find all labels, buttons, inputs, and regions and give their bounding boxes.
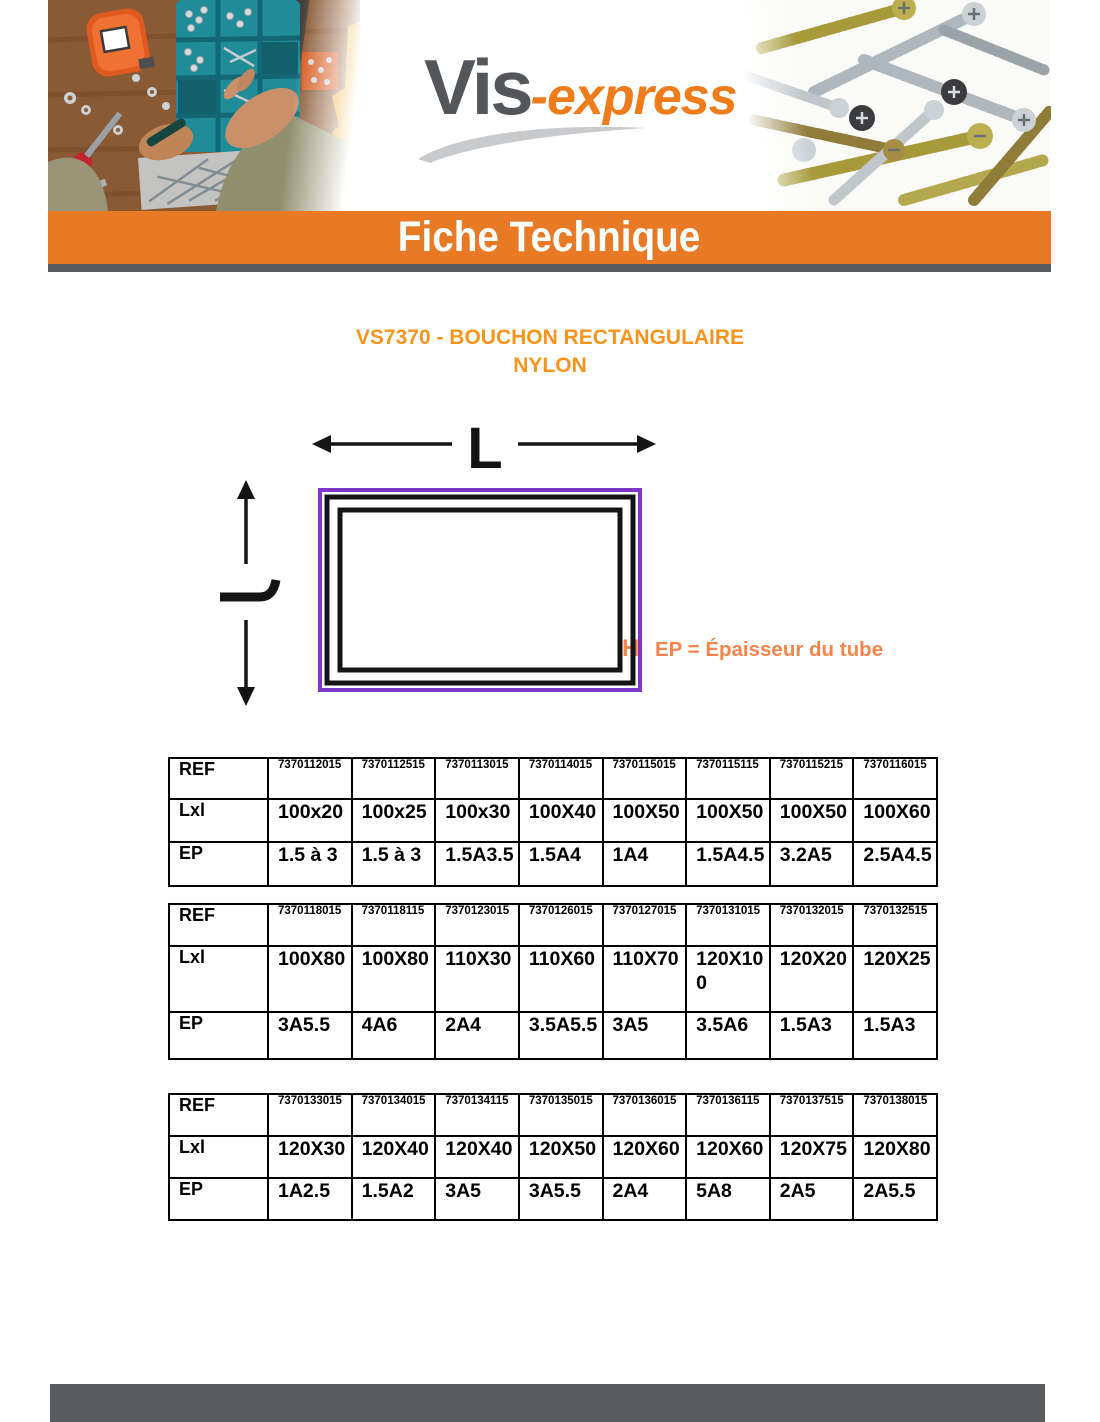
spec-row-ep: [169, 1178, 937, 1220]
row-label-lxl: Lxl: [169, 946, 268, 1012]
ref-value-cell: 7370132015: [770, 904, 854, 946]
lxl-value-cell: 110X70: [603, 946, 687, 1012]
width-dimension-label-glyph: [220, 580, 276, 597]
lxl-value-cell: 120X60: [603, 1136, 687, 1178]
ep-value-cell: 1A2.5: [268, 1178, 352, 1220]
length-label: L: [467, 418, 503, 481]
lxl-value-cell: 100x30: [435, 799, 519, 842]
ref-value-cell: 7370135015: [519, 1094, 603, 1136]
ep-value-cell: 1A4: [603, 842, 687, 886]
h-label: H: [622, 635, 640, 662]
ref-value-cell: 7370137515: [770, 1094, 854, 1136]
screws-photo: [744, 0, 1051, 211]
ref-value-cell: 7370118115: [352, 904, 436, 946]
spec-row-ep: [169, 1012, 937, 1059]
footer-bar: [50, 1384, 1045, 1422]
lxl-value-cell: 100X60: [853, 799, 937, 842]
product-title: [0, 324, 1100, 380]
lxl-value-cell: 120X25: [853, 946, 937, 1012]
ref-value-cell: 7370114015: [519, 758, 603, 799]
lxl-value-cell: 120X80: [853, 1136, 937, 1178]
product-title-line2: NYLON: [513, 354, 587, 377]
lxl-value-cell: 120X100: [686, 946, 770, 1012]
lxl-value-cell: 120X60: [686, 1136, 770, 1178]
ref-value-cell: 7370112015: [268, 758, 352, 799]
ep-value-cell: 1.5A4.5: [686, 842, 770, 886]
dimension-diagram-svg: [210, 418, 900, 708]
lxl-value-cell: 120X75: [770, 1136, 854, 1178]
ep-value-cell: 1.5 à 3: [352, 842, 436, 886]
ep-value-cell: 3A5: [603, 1012, 687, 1059]
logo-text-orange: -express: [530, 68, 737, 126]
spec-table-2-body: [169, 904, 937, 1059]
spec-row-ref: [169, 904, 937, 946]
lxl-value-cell: 100x20: [268, 799, 352, 842]
ep-value-cell: 2.5A4.5: [853, 842, 937, 886]
ep-value-cell: 1.5A3.5: [435, 842, 519, 886]
ref-value-cell: 7370138015: [853, 1094, 937, 1136]
fiche-technique-banner: [48, 211, 1051, 264]
spec-row-ref: [169, 758, 937, 799]
ref-value-cell: 7370136115: [686, 1094, 770, 1136]
banner-title: Fiche Technique: [398, 213, 701, 261]
logo-text-gray: Vis: [424, 43, 531, 131]
row-label-ep: EP: [169, 842, 268, 886]
lxl-value-cell: 100X50: [686, 799, 770, 842]
lxl-value-cell: 100X50: [603, 799, 687, 842]
lxl-value-cell: 120X40: [435, 1136, 519, 1178]
lxl-value-cell: 100X80: [268, 946, 352, 1012]
ref-value-cell: 7370134015: [352, 1094, 436, 1136]
ref-value-cell: 7370127015: [603, 904, 687, 946]
row-label-ref: REF: [169, 1094, 268, 1136]
row-label-ref: REF: [169, 758, 268, 799]
ep-value-cell: 1.5A3: [770, 1012, 854, 1059]
spec-table-3: [168, 1093, 938, 1221]
workbench-photo: [48, 0, 360, 211]
lxl-value-cell: 100X50: [770, 799, 854, 842]
ep-value-cell: 1.5A4: [519, 842, 603, 886]
spec-table-1-body: [169, 758, 937, 886]
ref-value-cell: 7370136015: [603, 1094, 687, 1136]
ref-value-cell: 7370118015: [268, 904, 352, 946]
ref-value-cell: 7370133015: [268, 1094, 352, 1136]
ref-value-cell: 7370115015: [603, 758, 687, 799]
dimension-diagram: [210, 418, 900, 713]
lxl-value-cell: 100X80: [352, 946, 436, 1012]
ep-value-cell: 1.5 à 3: [268, 842, 352, 886]
ref-value-cell: 7370116015: [853, 758, 937, 799]
vis-express-logo: [424, 42, 737, 163]
lxl-value-cell: 100X40: [519, 799, 603, 842]
ep-value-cell: 2A4: [603, 1178, 687, 1220]
spec-row-lxl: [169, 799, 937, 842]
lxl-value-cell: 110X30: [435, 946, 519, 1012]
ep-value-cell: 1.5A2: [352, 1178, 436, 1220]
ref-value-cell: 7370123015: [435, 904, 519, 946]
ref-value-cell: 7370126015: [519, 904, 603, 946]
lxl-value-cell: 110X60: [519, 946, 603, 1012]
ep-note: EP = Épaisseur du tube: [655, 638, 884, 661]
row-label-lxl: Lxl: [169, 799, 268, 842]
spec-row-lxl: [169, 946, 937, 1012]
spec-table-1: [168, 757, 938, 887]
spec-row-lxl: [169, 1136, 937, 1178]
lxl-value-cell: 120X20: [770, 946, 854, 1012]
ep-value-cell: 2A4: [435, 1012, 519, 1059]
banner-underline: [48, 264, 1051, 272]
lxl-value-cell: 120X40: [352, 1136, 436, 1178]
screws-photo-illustration: [744, 0, 1051, 211]
lxl-value-cell: 120X30: [268, 1136, 352, 1178]
ep-value-cell: 3A5.5: [519, 1178, 603, 1220]
ep-value-cell: 2A5.5: [853, 1178, 937, 1220]
ref-value-cell: 7370134115: [435, 1094, 519, 1136]
row-label-lxl: Lxl: [169, 1136, 268, 1178]
ep-value-cell: 5A8: [686, 1178, 770, 1220]
ref-value-cell: 7370132515: [853, 904, 937, 946]
ref-value-cell: 7370115215: [770, 758, 854, 799]
ref-value-cell: 7370112515: [352, 758, 436, 799]
product-title-line1: VS7370 - BOUCHON RECTANGULAIRE: [355, 326, 745, 349]
lxl-value-cell: 120X50: [519, 1136, 603, 1178]
ep-value-cell: 1.5A3: [853, 1012, 937, 1059]
ref-value-cell: 7370115115: [686, 758, 770, 799]
ep-value-cell: 3.2A5: [770, 842, 854, 886]
ref-value-cell: 7370113015: [435, 758, 519, 799]
workbench-photo-illustration: [48, 0, 360, 211]
row-label-ref: REF: [169, 904, 268, 946]
ep-value-cell: 3A5.5: [268, 1012, 352, 1059]
spec-row-ref: [169, 1094, 937, 1136]
tube-fill: [320, 490, 640, 690]
lxl-value-cell: 100x25: [352, 799, 436, 842]
ep-value-cell: 3.5A5.5: [519, 1012, 603, 1059]
spec-row-ep: [169, 842, 937, 886]
ep-value-cell: 3.5A6: [686, 1012, 770, 1059]
spec-table-3-body: [169, 1094, 937, 1220]
ep-value-cell: 2A5: [770, 1178, 854, 1220]
row-label-ep: EP: [169, 1012, 268, 1059]
ep-value-cell: 4A6: [352, 1012, 436, 1059]
row-label-ep: EP: [169, 1178, 268, 1220]
ep-value-cell: 3A5: [435, 1178, 519, 1220]
ref-value-cell: 7370131015: [686, 904, 770, 946]
spec-table-2: [168, 903, 938, 1060]
